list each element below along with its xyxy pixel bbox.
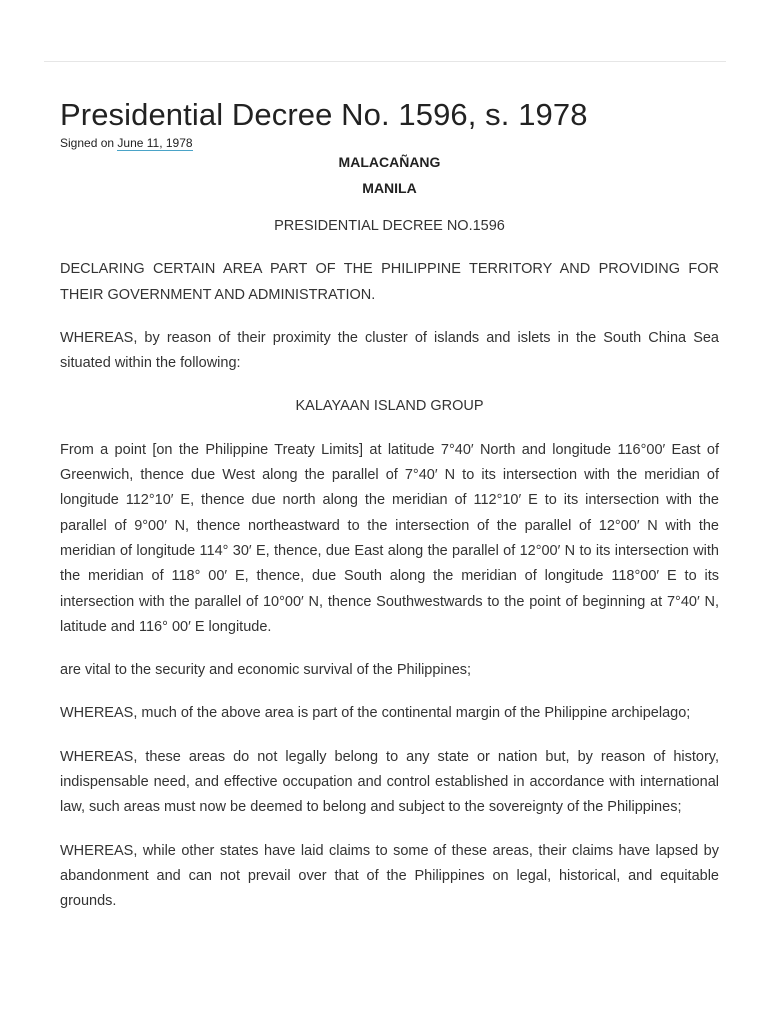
declaring-paragraph: DECLARING CERTAIN AREA PART OF THE PHILIPPINE TERRITORY AND PROVIDING FOR THEIR GOVERNMENT AND ADMINISTRATION. [60, 261, 719, 303]
whereas-paragraph-1: WHEREAS, by reason of their proximity the cluster of islands and islets in the South China Sea situated within the following: [60, 329, 719, 372]
decree-heading: PRESIDENTIAL DECREE NO.1596 [274, 218, 505, 234]
whereas-paragraph-4: WHEREAS, while other states have laid claims to some of these areas, their claims have lapsed by abandonment and can not prevail over that of the Philippines on legal, historical, and equitable grounds. [60, 842, 719, 910]
signed-prefix: Signed on [60, 136, 118, 150]
signed-date-link[interactable]: June 11, 1978 [117, 136, 193, 150]
signed-line [60, 135, 719, 151]
document-body [60, 96, 719, 915]
whereas-paragraph-3: WHEREAS, these areas do not legally belong to any state or nation but, by reason of history, indispensable need, and effective occupation and control established in accordance with international law, such areas must now be deemed to belong and subject to the sovereignty of the Philippines; [60, 748, 719, 816]
city-heading: MANILA [362, 180, 417, 196]
vital-paragraph: are vital to the security and economic survival of the Philippines; [60, 662, 472, 679]
page-title: Presidential Decree No. 1596, s. 1978 [60, 97, 588, 132]
whereas-paragraph-2: WHEREAS, much of the above area is part of the continental margin of the Philippine archipelago; [60, 705, 691, 722]
office-heading: MALACAÑANG [338, 154, 441, 170]
island-group-heading: KALAYAAN ISLAND GROUP [295, 398, 484, 415]
top-divider [44, 61, 726, 62]
boundaries-paragraph: From a point [on the Philippine Treaty Limits] at latitude 7°40′ North and longitude 116°00′ East of Greenwich, thence due West along the parallel of 7°40′ N to its intersection with the meridian of longitude 112°10′ E, thence due north along the meridian of 112°10′ E to its intersection with the parallel of 9°00′ N, thence northeastward to the intersection of the parallel of 12°00′ N with the meridian of longitude 114° 30′ E, thence, due East along the parallel of 12°00′ N to its intersection with the meridian of 118° 00′ E, thence, due South along the meridian of longitude 118°00′ E to its intersection with the parallel of 10°00′ N, thence Southwestwards to the point of beginning at 7°40′ N, latitude and 116° 00′ E longitude. [60, 441, 719, 635]
